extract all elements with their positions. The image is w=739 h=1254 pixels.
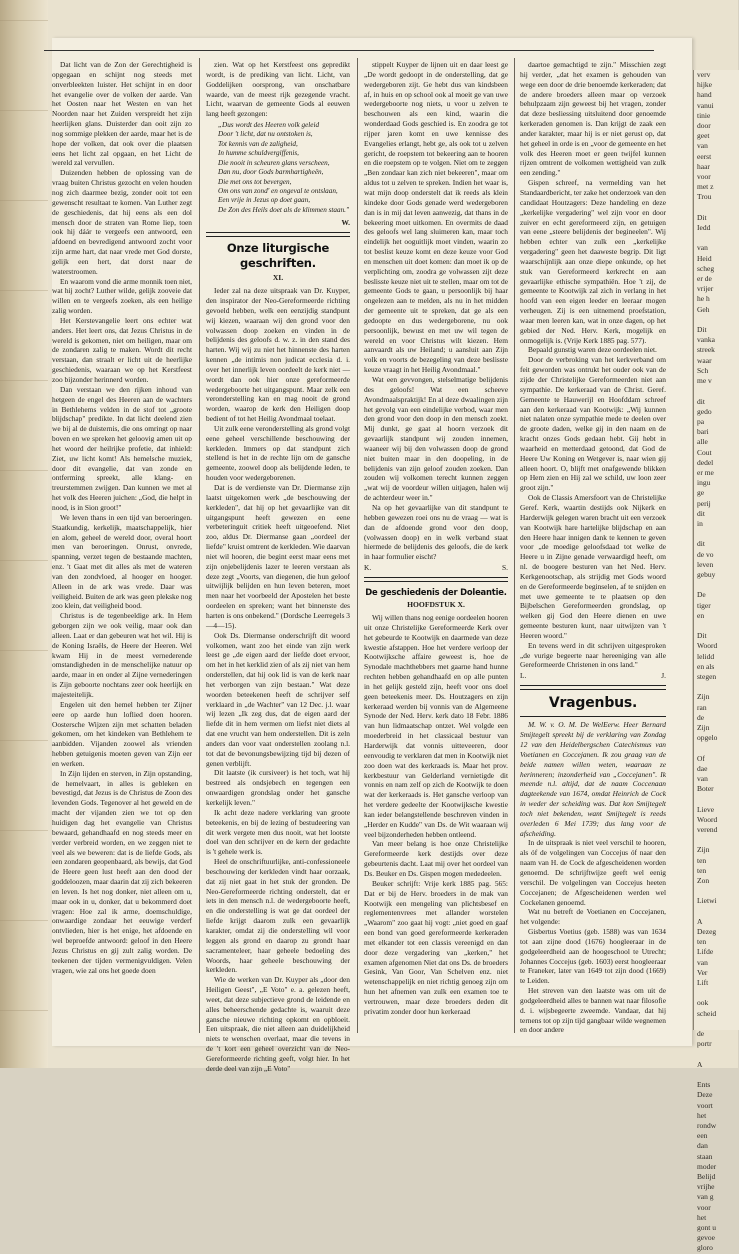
fragment-line: tinie <box>697 110 711 120</box>
header-rule <box>44 50 654 51</box>
paragraph: zien. Wat op het Kerstfeest ons gepredikt wordt, is de prediking van licht. Licht, van Goddelijken oorsprong, van onschatbare waarde, van de meest rijk gezegende vracht. Licht, waarvan de gemeente Gods al eeuwen lang heeft gezongen: <box>206 60 350 119</box>
fragment-line: rondw <box>697 1120 717 1130</box>
fragment-line: opgelo <box>697 733 718 743</box>
section-heading: De geschiedenis der Doleantie. <box>365 587 507 598</box>
paragraph: Ook Ds. Diermanse onderschrijft dit woord volkomen, want zoo het einde van zijn werk leest ge „de eigen aard der liefde doet ervoor, om het in het kerklid zien of als zij niet van hem onderstellen, dat hij ook lid is van de kerk naar het verborgen van zijn bestaan." Wat deze woorden beteekenen heeft de schrijver self verklaard in „de Wachter" van 12 Dec. j.l. waar wij lezen „Ik zeg dus, dat de eigen aard der liefde dit in hem vermen om liefst niet diets al dat ene vrucht van hem onderstellen. Dit is zeln anders dan voor vaat onderstellen zoolang n.l. tot dat de bevonungsbewijzing tijd bij dezen of genen verblijft. <box>206 630 350 768</box>
fragment-line: scheid <box>697 1008 717 1018</box>
binding-stripe <box>0 290 48 291</box>
fragment-line: tiger <box>697 600 711 610</box>
paragraph: Gispen schreef, na vermelding van het Standaardbericht, ter zake het onderzoek van den candidaat Houtzagers: Deze handeling en deze „kerkelijke vergadering" wel zijn voor en door zuiver en echt gereformeerd zijn, en getuigen van eene „steere belijdenis der begineelen". Wij hebben echter van zulk een „kerkelijke vergadering" geen het daaweste begrip. Dit ligt waarschijnlijk aan onze diepe onkunde, op het stuk van Gereformeerd kerkrecht en aan gevaarlijke ethische sympathiën. Hoe 't zij, de gemeente te Kootwijk zal zich in verlang in het hoofd van een eigen leeder en leeraar mogen verheugen. Zij is een uitnemend proefstation, waar men leeren kan, wat in onze dagen, op het gebied der Ned. Herv. Kerk, mogelijk en onmogelijk is. (Vrije Kerk 1885 pag. 577). <box>520 178 666 345</box>
fragment-line: ten <box>697 855 707 865</box>
fragment-line: Woord <box>697 814 718 824</box>
poem-line: In humme schuldvergiffenis, <box>218 149 299 158</box>
fragment-line <box>694 682 739 692</box>
binding-stripe <box>0 20 48 21</box>
fragment-line <box>694 386 739 396</box>
fragment-line: voort <box>697 1100 713 1110</box>
fragment-line: Sch <box>697 365 709 375</box>
column-2 <box>206 60 350 1074</box>
paragraph: Wat een gevvongen, stelselmatige belijdenis des geloofs! Wat een scheeve Avondmaalspraktijk! En al deze dwaalingen zijn het gevolg van een eindelijke verbod, waar men den grond voor den doop in den mensch zoekt. Mij dunkt, ge gaat al hoorn verzoek dit gevaarlijk standpunt wij zouden innemen, waaneer wij bij den volwassen doop de grond niet buiten maar in den doopeling, in de belijdenis van zijn geloof zouden zoeken. Dan zouden wij volkomen terecht kunnen zeggen „wat wij de voordeur willen uitjagen, halen wij de achterdeur weer in." <box>364 375 508 503</box>
binding-stripe <box>0 470 48 471</box>
fragment-line <box>694 886 739 896</box>
fragment-line: voor <box>697 1202 711 1212</box>
fragment-line: me v <box>697 376 712 386</box>
fragment-line: Ver <box>697 967 708 977</box>
fragment-line: vrijer <box>697 284 714 294</box>
fragment-line: het <box>697 1110 707 1120</box>
fragment-line <box>694 315 739 325</box>
poem-line: De Zon des Heils doet als de klimmen staan." <box>218 205 349 214</box>
fragment-line <box>694 580 739 590</box>
column-divider <box>357 58 358 1033</box>
fragment-line: dit <box>697 508 705 518</box>
fragment-line: geet <box>697 131 710 141</box>
fragment-line: lelidd <box>697 651 715 661</box>
fragment-line: staan <box>697 1151 713 1161</box>
fragment-line <box>694 203 739 213</box>
paragraph: Door de verbroking van het kerkverband om feit geworden was ontrukt het ouder ook van de zijde der Christelijke Gereformeerden niet aan sympathie. De kerkeraad van de Christ. Geref. Gemeente te Hauwerijl en Hoofddam schreef aan den kerkeraad van Kootwijk: „Wij kunnen niet nalaten onze sympathie mede te deelen over de groote daden, welke gij in den naam en de kracht onzes Gods gedaan hebt. Gij hebt in waarheid en metterdaad getoond, dat God de Heere Uw Koning en Wetgever is, naar wien gij alleen hoort. O, blijft met onafgewende blikken op Hem zien en Hij zal we schild, uw loon zeer groot zijn." <box>520 355 666 493</box>
paragraph: stippelt Kuyper de lijnen uit en daar leest ge „De wordt gedoopt in de onderstelling, dat ge wedergeboren zijt. Ge hebt dus van kindsbeen af, in huis en op school ook al moeit ge van uwe wedergeboorte nog niets, u voor u zelven te beschouwen als een kind, waarin die wonderdaad Gods geschied is. En zoodra ge tot rijper jaren komt en uwe kennisse des Evangelies erlangt, hebt ge, als ook tot u zelven gericht, de roepstem tot bekeering aan te hooren en die roepstem op te volgen. Niet om te zeggen „Ben zondaar kan zich niet bekeeren", maar om aldus tot u zelven te spreken. Indien het waar is, wat mijn doop onderstelt dat ik reeds als klein kindeke door Gods genade werd wedergeboren dan is in mij dat leven aanwezig, dat thans in de bekeering moet uitkomen. En overmits de daad des geloofs wel lang sluimeren kan, maar toch eindelijk het ooguitlijk moet vinden, waarin zo tot beslist keuze komt en deze keuze voor God en menschen uit doet komen: dan moet ik op de verplichting om, zoodra ge volwassen zijt deze beslisste keuze niet uit te stellen, maar om tot de gemeente Gods te gaan, u persoonlijk bij haar ongelezen aan te melden, als nu in het midden der gemeente uit te spreken, dat ge als een gedoopte en dus wedergeborene, nu ook persoonlijk, bewust en met uw wil tegen de wereld en voor Christus wilt kiezen. Hem aanvaardt als uw Heiland; u aansluit aan Zijn volk en voorts de bezegeling van deze beslisste keuze vraagt in het Heilig Avondmaal." <box>364 60 508 375</box>
fragment-line: bari <box>697 427 709 437</box>
fragment-line: he h <box>697 294 710 304</box>
paragraph: Dat is de verdienste van Dr. Diermanse zijn laatst uitgekomen werk „de beschouwing der kerkleden", dat hij op het gevaarlijke van dit uitgangspunt heeft gewezen en eene verbeteringuit critiek heeft uitgeoefend. Niet zoo, aldus Dr. Diermanse gaan „oordeel der liefde" kruist omtrent de kerkleden. Wie daarvan niet wil hooren, die begint eerst maar eens met zijn onjebelijdenis lazer te leeren verstaan als deze zegt „Voorts, van diegenen, die hun geloof uitwijlijk belijden en hun leven beteren, moet men naar het voorbeeld der Apostelen het beste oordeelen en spreken; want het binnenste des harten is ons onbekend." (Dordsche Leerregels 3—4—15). <box>206 483 351 630</box>
fragment-line: hand <box>697 90 712 100</box>
fragment-line <box>694 835 739 845</box>
paragraph: In Zijn lijden en sterven, in Zijn opstanding, de hemelvaart, in alles is gebleken en bevestigd, dat Jezus is de Christus de Zoon des levenden Gods. Tegenover al het geweld en de macht der vijanden zien we tot op den huidigen dag het evangelie van Christus bewaard, gehandhaafd en nog steeds meer en verder verbreid worden, en we zeggen niet te veel als we beweren: dat is de liefde Gods, als een zondaren geopenbaard, als bewijs, dat God de Heere geen lust heeft aan den dood der goddeloozen, maar daarin dat zij zich bekeeren en leven. Is het nog donker, niet alleen om u, maar ook in u, donker, dat u bekommerd doet vragen: Hoe zal ik arme, doemschuldige, onwaardige zondaar het eeuwige verderf ontvlieden, hier is het enige, het afdoende en wel beproefde antwoord: geloof in den Heere Jezus Christus en gij zult zalig worden. De teekenen der tijden vermenigvuldigen. Velen vragen, wie zal ons het goede doen <box>52 768 192 975</box>
signature-left: K. <box>364 563 372 573</box>
fragment-line: de <box>697 712 705 722</box>
section-rule <box>364 577 508 582</box>
reader-question: M. W. v. O. M. De WelEerw. Heer Bernard Smijtegelt spreekt bij de verklaring van Zondag 12 van den Heidelbergschen Catechismus van Voetianen en Coccejanen. Ik zou graag van de beide namen willen weten, waaraan ze herinneren; inzonderheid van „Coccejanen". Ik meende n.l. altijd, dat de naam Coccenaan dagteekende van 1674, omdat Heinrich de Cock in weder der scheiding was. Dat kon Smijtegelt toch niet bekenden, want Smijtegelt is reeds overleden 6 Mei 1739; dus lang voor de afscheiding. <box>520 720 666 838</box>
fragment-line: Dit <box>697 212 707 222</box>
section-heading: Vragenbus. <box>548 695 638 712</box>
paragraph: Na op het gevaarlijke van dit standpunt te hebben gewezen roei ons nu de vraag — wat is dan de afdoende grond voor den doop, (volwassen doop) en in welk verband staat hiermede de belijdenis des geloofs, die de kerk in haar formulier eischt? <box>364 502 508 562</box>
poem-line: Die nooit in scheuren glans verscheen, <box>218 158 330 167</box>
fragment-line: verv <box>697 70 711 79</box>
fragment-line: Ents <box>697 1080 711 1090</box>
fragment-line <box>694 988 739 998</box>
fragment-line: dan <box>697 1141 708 1151</box>
fragment-line: A <box>697 916 703 926</box>
section-rule <box>206 232 350 237</box>
fragment-line: ingu <box>697 478 711 488</box>
fragment-line: ten <box>697 865 707 875</box>
fragment-line: Lietwi <box>697 896 717 906</box>
fragment-line: Lift <box>697 978 709 988</box>
fragment-line: ook <box>697 998 709 1008</box>
article-signature: W. <box>341 218 350 228</box>
fragment-line <box>694 743 739 753</box>
fragment-line <box>694 233 739 243</box>
section-number: XI. <box>272 273 284 283</box>
poem-line: „Dus wordt des Heeren volk geleid <box>218 121 320 130</box>
fragment-line: het <box>697 1212 707 1222</box>
fragment-line: pa <box>697 416 705 426</box>
signature-left: L. <box>520 671 527 681</box>
fragment-line: moder <box>697 1161 717 1171</box>
article-signature <box>520 671 666 681</box>
binding-stripe <box>0 920 48 921</box>
poem-line: Die met ons tot bevergen, <box>218 177 292 186</box>
fragment-line: gedo <box>697 406 712 416</box>
adjacent-page-fragment <box>693 70 739 1253</box>
fragment-line <box>694 1070 739 1080</box>
fragment-line: vanui <box>697 100 714 110</box>
fragment-line <box>694 794 739 804</box>
fragment-line: de <box>697 1029 705 1039</box>
fragment-line: er me <box>697 467 714 477</box>
chapter-heading: HOOFDSTUK X. <box>407 600 465 610</box>
fragment-line: waar <box>697 355 712 365</box>
paragraph: Beuker schrijft: Vrije kerk 1885 pag. 565: Dat er bij de Herv. broeders in de mak van Kootwijk een mengeling van plichtsbesef en reglementenvrees met allander worstelen „Waarom" zoo gaat hij vogt: „niet goed en gaaf een bond van goed gereformeerde kerkeraden met elkander tot een classis vereenigd en dan door deze vergadering van „kerken," het examen afgenomen Niet dat ons Ds. de broeders Gesink, Van Goor, Van Schelven enz. niet wetenschappelijk en niet richtig genoeg zijn om hun het afnemen van zulk een examen toe te vertrouwen, maar deze broeders deden dit privatim zonder door hun kerkeraad <box>364 878 508 1016</box>
section-rule <box>520 716 666 717</box>
fragment-line: haar <box>697 161 710 171</box>
section-heading: Onze liturgische geschriften. <box>226 241 330 271</box>
binding-stripe <box>0 110 48 111</box>
fragment-line: een <box>697 1131 708 1141</box>
paragraph: Duizenden hebben de oplossing van de vraag buiten Christus gezocht en velen houden nog zich daarmee bezig, zonder ooit tot een gewenscht resultaat te komen. Van Luther zegt de geschiedenis, dat hij eens als een dol mensch door de straten van Rome liep, toen ook hij dáár te vergeefs een antwoord, een afdoend en bevredigend antwoord zocht voor zijn arme hart, dat naar vrede met God dorste, gelijk een hert, dat dorst naar de waterstroomen. <box>52 168 192 276</box>
fragment-line: ten <box>697 937 707 947</box>
article-signature <box>364 563 508 573</box>
paragraph: Ook de Classis Amersfoort van de Christelijke Geref. Kerk, waartin destijds ook Nijkerk en Harderwijk gelegen waren bracht uit een verzoek van Kootwijk hare hartelijke blijdschap en aan den Heere haar innigen dank te kennen te geven voor „de moedige geloofsdaad tot welke de Heere u in Zijne genade verwaardigd heeft, om nl. de boogere besturen van het Ned. Herv. Kerkgenootschap, als strijdig met Gods woord en de Gereformeerde beginselen, af te snijden en met uwe gemeente te te plaatsen op den Bijbelschen Gereformeerden grondslag, op welken gij God den Heere dienen en uwe gemeente besturen kunt, naar uitwijzen van 't Heeren woord." <box>520 493 666 640</box>
column-divider <box>199 58 200 1033</box>
binding-stripe <box>0 200 48 201</box>
paragraph: Christus is de tegenbeeldige ark. In Hem geborgen zijn we ook veilig, maar ook dan alleen. Laat er dan gebeuren wat het wil. Hij is de Koning Israëls, de Heere der Heeren. Wel kwam Hij in de meest vernederende omstandigheden in de menschelijke natuur op aarde, maar in en onder al Zijne vernederingen is Zijn geboorte nochtans zeer ook heerlijk en majesteitelijk. <box>52 611 192 699</box>
fragment-line: perij <box>697 498 711 508</box>
paragraph: En waarom vond die arme monnik toen niet, wat hij zocht? Luther wilde, gelijk zooveie dat willen en te vergeefs zoeken, als een heilige zalig worden. <box>52 276 192 316</box>
fragment-line: portr <box>697 1039 712 1049</box>
fragment-line: Geh <box>697 304 710 314</box>
fragment-line: verend <box>697 825 718 835</box>
fragment-line: gloro <box>697 1243 713 1253</box>
poem-line: Om ons van zond' en ongeval te ontslaan, <box>218 186 338 195</box>
fragment-line: Zijn <box>697 723 710 732</box>
fragment-line: Zijn <box>697 845 710 855</box>
binding-stripe <box>0 830 48 831</box>
paragraph: We leven thans in een tijd van beroeringen. Staatkundig, kerkelijk, maatschappelijk, hier en alom, geheel de wereld door, overal hoort men van beroeringen. Onrust, onvrede, spanning, verzet tegen de bestaande machten, enz. 't Gaat met dit alles als met de wateren van den zondvloed, al hooger en hooger. Alleen in de ark was vrede. Daar was veiligheid. Buiten de ark was geen plekske nog zoo klein, dat veiligheid bood. <box>52 512 192 611</box>
paragraph: Heel de onschriftuurlijke, anti-confessioneele beschouwing der kerkleden vindt haar oorzaak, dat zij niet gaat in het stuk der gronden. De Neo-Gereformeerde richting onderstelt, dat er iets in den mensch n.l. de wedergeboorte heeft, en die onderstelling is wat ge dat oordeel der liefde krijgt daarom zulk een gevaarlijk karakter, omdat zij die onderstelling wil voor leggen als grond en daarop zu grondt haar sacramenteleer, haar geheele bedoeling des Woords, haar geheele beschouwing der kerkleden. <box>206 857 350 975</box>
fragment-line: in <box>697 518 703 528</box>
fragment-line: ge <box>697 488 705 498</box>
paragraph: Ieder zal na deze uitspraak van Dr. Kuyper, den inspirator der Neo-Gereformeerde richting gevoeld hebben, welk een eenzijdig standpunt wij kiezen, waaraan wij den grond voor den volwassen doop zoeken en vinden in de belijdenis des geloofs d. w. z. in den stand des harten. Wij wij zu niet het hinnenste des harten kennen „de intimis non judicat ecclesia d. i. over het innerlijk leven oordeelt de kerk niet — wordt dan ook hier onze gereformeerde wedergeboorte het uitgangspunt. Maar zelk een veronderstelling kan en mag nooit de grond worden, waarop de kerk den Heiligen doop bedient of tot het Heilig Avondmaal toelaat. <box>206 286 350 424</box>
fragment-line: De <box>697 590 706 600</box>
fragment-line <box>694 1050 739 1060</box>
fragment-line: hijke <box>697 80 712 90</box>
fragment-line: van <box>697 141 708 151</box>
fragment-line: Lifde <box>697 947 714 957</box>
fragment-line: van <box>697 957 708 967</box>
fragment-line: dedel <box>697 457 714 467</box>
fragment-line: Heid <box>697 253 712 263</box>
fragment-line: dae <box>697 763 708 773</box>
fragment-line <box>694 1019 739 1029</box>
paragraph: Dit laatste (ik cursiveer) is het toch, wat hij bestreed als ondsjebech en tegengen een onwaardigen grondslag onder het gansche kerkelijk leven." <box>206 768 350 807</box>
fragment-line: scheg <box>697 263 715 273</box>
fragment-line: vanka <box>697 335 715 345</box>
fragment-line: Cout <box>697 447 712 457</box>
fragment-line <box>694 621 739 631</box>
paragraph: Van meer belang is hoe onze Christelijke Gereformeerde kerk destijds over deze gebeurtenis dacht. Laat mij over het oordeel van Ds. Beuker en Ds. Gispen mogen mededeelen. <box>364 839 508 878</box>
binding-stripe <box>0 380 48 381</box>
paragraph: Wie de werken van Dr. Kuyper als „door den Heiligen Geest", „E Voto" e. a. gelezen heeft, weet, dat deze subjectieve grond de leidende en alles beheerschende gedachte is, waaruit deze gansche nieuwe richting opkomt en opbloeit. Een uitspraak, die niet alleen aan duidelijkheid niets te wenschen overlaat, maar die tevens in de 't kort een geheel overzicht van de Neo-Gereformeerde richting geeft, volgt hier. In het derde deel van zijn „E Voto" <box>206 975 350 1073</box>
paragraph: Het streven van den laatste was om uit de godgeleerdheid alles te bannen wat naar filosofie d. i. wijsbegeerte zweemde. Vandaar, dat hij ternens tot op zijn tijd gangbaar wilde wegnemen en door andere <box>520 986 666 1035</box>
fragment-line: Dit <box>697 325 707 335</box>
fragment-line: Dezeg <box>697 927 717 937</box>
paragraph: Wat nu betreft de Voetianen en Coccejanen, het volgende: <box>520 907 666 927</box>
fragment-line: eerst <box>697 151 712 161</box>
paragraph: In de uitspraak is niet veel verschil te hooren, als óf de volgelingen van Coccejus óf naar den naam van H. de Cock de afgescheidenen worden genoemd. De schrijftwijze geeft wel eenig verschil. De volgelingen van Coccejus heeten Coccejanen; de Afgescheidenen werden wel Cockelanen genoemd. <box>520 838 666 907</box>
fragment-line: Boter <box>697 784 714 794</box>
poem-line: Door 't licht, dat nu ontstoken is, <box>218 130 313 139</box>
fragment-line: met z <box>697 182 714 192</box>
paragraph: Dat licht van de Zon der Gerechtigheid is opgegaan en schijnt nog steeds met onverbleekten luister. Het schijnt in en door het evangelie over de volken der aarde. Van het Oosten naar het Westen en van het Noorden naar het Zuiden verspreidt het zijn heerlijken glans. Duisterder dan ooit zijn zo nog sommige plekken der aarde, maar het is de hope der volken, dat ook over die plaatsen eens het licht zal opgaan, en het Licht de wereld zal vervullen. <box>52 60 192 168</box>
book-binding <box>0 0 48 1068</box>
fragment-line: stegen <box>697 671 717 681</box>
fragment-line: en <box>697 610 705 620</box>
fragment-line: van <box>697 243 708 253</box>
fragment-line: Zijn <box>697 692 710 702</box>
fragment-line: van g <box>697 1192 714 1202</box>
fragment-line: gont u <box>697 1222 716 1232</box>
fragment-line: ran <box>697 702 707 712</box>
poem-line: Een vrije in Jezus op doet gaan, <box>218 196 311 205</box>
binding-stripe <box>0 740 48 741</box>
fragment-line: voor <box>697 172 711 182</box>
section-rule <box>520 685 666 690</box>
binding-stripe <box>0 560 48 561</box>
column-1 <box>52 60 192 975</box>
poem-line: Tot kennis van de zaligheid, <box>218 139 298 148</box>
signature-right: J. <box>661 671 666 681</box>
fragment-line: gevoe <box>697 1233 715 1243</box>
fragment-line: dit <box>697 539 705 549</box>
fragment-line: Lieve <box>697 804 715 814</box>
fragment-line: gebuy <box>697 569 716 579</box>
paragraph: Ik acht deze nadere verklaring van groote beteekenis, en bij de lezing of bestudeering van dit werk vergete men dus nooit, wat het lootste doel van den schrijver en de kern der gedachte is 't gehele werk is. <box>206 807 350 857</box>
poem-line: Dan nu, door Gods barmhartigheën, <box>218 168 324 177</box>
fragment-line: Zon <box>697 876 710 886</box>
paragraph: Uit zulk eene veronderstelling als grond volgt eene geheel verschillende beschouwing der kerkleden. Immers op dat standpunt zich stellend is het in de rechte lijn om de gansche gemeente, zoowel doop als belijdende leden, te houden voor wedergeborenen. <box>206 423 350 483</box>
paragraph: En tevens werd in dit schrijven uitgesproken „de vurige begeerte naar hereeniging van alle Gereformeerde Christenen in ons land." <box>520 640 666 670</box>
binding-stripe <box>0 650 48 651</box>
fragment-line: Trou <box>697 192 712 202</box>
fragment-line: A <box>697 1059 703 1069</box>
paragraph: Het Kerstevangelie leert ons echter wat anders. Het leert ons, dat Jezus Christus in de wereld is gekomen, niet om heiligen, maar om de zondaren zalig te maken. Wordt dit recht verstaan, dan straalt er licht uit de heerlijke geschiedenis, waaraan we op het Kerstfeest zoo bijzonder herinnerd worden. <box>52 315 192 384</box>
fragment-line: leven <box>697 559 714 569</box>
fragment-line <box>694 529 739 539</box>
column-3 <box>364 60 508 1017</box>
paragraph: daartoe gemachtigd te zijn." Misschien zegt hij verder, „dat het examen is gehouden van wege een door de drie benoemde kerkeraden; dat de andere broeders alleen maar op verzoek behulpzaam zijn geweest bij het vragen, zonder dat deze besliessing uitsluitend door genoemde kerkeraden genomen is. Dan krijgt de zaak een ander karakter, maar hij is er niet gerust op, dat het geheel in orde is en „voor de gemeente en het volk des Heeren moet er geen twijfel kunnen rijzen omtrent de volkomen wettigheid van zulk een zending." <box>520 60 666 178</box>
paragraph: Bepaald gunstig waren deze oordeelen niet. <box>528 345 657 355</box>
fragment-line: Of <box>697 753 705 763</box>
fragment-line: streek <box>697 345 715 355</box>
signature-right: S. <box>502 563 508 573</box>
hymn-quote <box>206 121 350 215</box>
fragment-line: alle <box>697 437 708 447</box>
fragment-line: van <box>697 774 708 784</box>
fragment-line <box>694 907 739 917</box>
fragment-line: Dit <box>697 631 707 641</box>
fragment-line: Belijd <box>697 1171 716 1181</box>
fragment-line: Deze <box>697 1090 713 1100</box>
fragment-line: er de <box>697 274 712 284</box>
fragment-line: en als <box>697 661 715 671</box>
paragraph: Wij willen thans nog eenige oordeelen hooren uit onze Christelijke Gereformeerde Kerk over het gebeurde te Kootwijk en daarmede van deze kwestie afstappen. Hoe het verdere verloop der Kootwijksche affaire geweest is, hoe de Synodale machthebbers met gaarne hand hunne rechten hebben gehandhaafd en op alle punten in het gelijk gesteld zijn, heeft voor ons doel geen beteekenis meer. Ds. Houtzagers en zijn kerkeraad werden bij vonnis van de Algemeene Synode der Ned. Herv. kerk dato 18 Febr. 1886 van hun lidmaatschap ontzet. Wel volgde een moederbreid in het classicaal bestuur van Harderwijk dat vonnis uitteveeren, door eenvoudig te verklaren dat men in Kootwijk niet zoo doen wat des kerkraads is. Maar het prov. kerkbestuur van Gelderland vernietigde dit vonnis en nam zelf op zich de Kootwijk te doen wat der kerkeraads is. Het gansche verloop van het verdere gedeelte der Kootwijksche kwestie kan ieder belangstellende beschreven vinden in „Herder en Kudde" van Ds. de Wit waaraan wij veel bijzonderheden hebben ontleend. <box>364 613 508 839</box>
paragraph: Engelen uit den hemel hebben ter Zijner eere op aarde hun loflied doen hooren. Oostersche Wijzen zijn met schatten beladen gekomen, om het kindeken van Bethlehem te aanbidden. Vijanden zoowel als vrienden hebben getuigenis moeten geven van Zijn eer en werken. <box>52 699 192 768</box>
column-4 <box>520 60 666 1035</box>
fragment-line: vrijhe <box>697 1182 715 1192</box>
fragment-line: de vo <box>697 549 714 559</box>
fragment-line: Iedd <box>697 223 711 233</box>
binding-stripe <box>0 1010 48 1011</box>
fragment-line: Woord <box>697 641 718 651</box>
fragment-line: door <box>697 121 711 131</box>
column-divider <box>514 58 515 1033</box>
paragraph: Dan verstaan we den rijken inhoud van hetgeen de engel des Heeren aan de wachters in Bethlehems velden in de stof tot „groote blijdschap" predikte. In dat licht deelend zien we bij al de duisternis, die ons omringt op naar boven en we spreken het geloovig amen uit op het woord der heilrijke profetie, dat inhield: Ziet, uw licht komt! Als hemelsche muziek, door dit evangelie, dat van zonde en ontferming spreekt, alle klang- en treurstemmen zwijgen. Dan kunnen we met al het volk des Heeren juichen: „God, die helpt in nood, is in Sion groot!" <box>52 384 192 512</box>
fragment-line: dit <box>697 396 705 406</box>
paragraph: Gisbertus Voetius (geb. 1588) was van 1634 tot aan zijne dood (1676) hoogleeraar in de godgeleerdheid aan de hoogeschool te Utrecht; Johannes Coccejus (geb. 1603) eerst hoogleeraar te Franeker, later van 1649 tot zijn dood (1669) te Leiden. <box>520 927 666 986</box>
